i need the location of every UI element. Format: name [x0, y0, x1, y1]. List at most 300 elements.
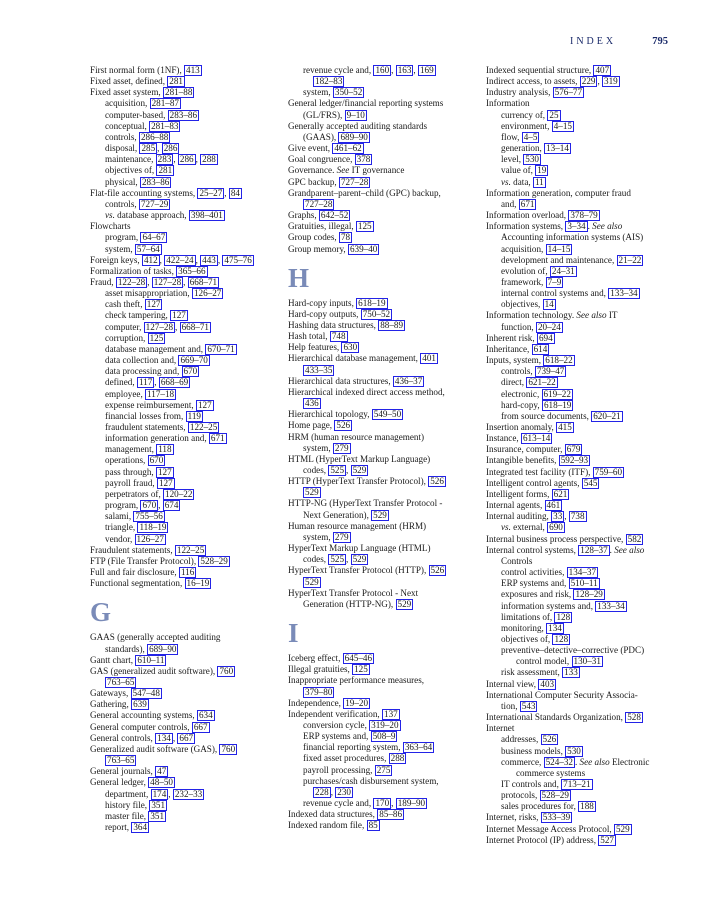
entry-text: value of, [501, 165, 536, 176]
page-link[interactable]: 533–39 [542, 812, 571, 823]
page-link[interactable]: 755–56 [135, 511, 163, 522]
index-entry [486, 467, 692, 478]
page-link[interactable]: 525 [330, 554, 345, 565]
index-column-1 [90, 65, 286, 833]
page-link[interactable]: 674 [164, 500, 179, 511]
page-link[interactable]: 582 [627, 533, 642, 544]
entry-text: Hierarchical indexed direct access method, [288, 386, 445, 397]
page-link[interactable]: 7–9 [547, 276, 562, 287]
index-subentry [486, 801, 692, 812]
page-link[interactable]: 759–60 [594, 466, 623, 477]
index-subentry [90, 444, 286, 455]
page-link[interactable]: 118–19 [139, 522, 167, 533]
page-link[interactable]: 286–88 [140, 131, 169, 142]
page-link[interactable]: 351 [151, 799, 166, 810]
page-link[interactable]: 526 [542, 734, 557, 745]
page-link[interactable]: 125 [357, 221, 372, 232]
page-link[interactable]: 645–46 [344, 653, 373, 664]
page-link[interactable]: 760 [219, 665, 234, 676]
page-link[interactable]: 689–90 [340, 131, 368, 142]
entry-text: Internal control systems, [486, 544, 579, 555]
page-link[interactable]: 461 [546, 500, 561, 511]
page-link[interactable]: 642–52 [320, 210, 349, 221]
page-link[interactable]: 639–40 [349, 243, 378, 254]
page-link[interactable]: 413 [186, 65, 200, 75]
page-link[interactable]: 126–27 [136, 533, 164, 544]
index-entry [288, 409, 484, 420]
page-link[interactable]: 528–29 [200, 555, 228, 566]
page-link[interactable]: 281–87 [151, 98, 179, 109]
page-link[interactable]: 228 [315, 786, 329, 797]
index-subentry [288, 87, 484, 98]
page-link[interactable]: 689–90 [149, 643, 177, 654]
page-link[interactable]: 4–15 [553, 120, 572, 131]
entry-text: Inappropriate performance measures, [288, 675, 425, 686]
index-entry [288, 353, 484, 364]
entry-text: hard-copy, [501, 399, 542, 410]
page-link[interactable]: 727–29 [140, 198, 169, 209]
page-link[interactable]: 763–65 [107, 676, 135, 687]
page-link[interactable]: 363–64 [404, 742, 433, 753]
entry-text: development and maintenance, [501, 254, 617, 265]
page-link[interactable]: 33 [553, 511, 563, 522]
entry-text: Flowcharts [90, 221, 131, 232]
page-link[interactable]: 524–32 [545, 756, 573, 767]
index-subentry [288, 199, 484, 210]
page-link[interactable]: 319 [604, 76, 618, 87]
page-link[interactable]: 461–62 [334, 143, 362, 154]
page-link[interactable]: 621 [553, 488, 568, 499]
entry-text: Industry analysis, [486, 87, 553, 98]
index-column-3 [486, 65, 692, 846]
page-link[interactable]: 11 [534, 176, 544, 187]
page-link[interactable]: 670 [149, 455, 164, 466]
page-link[interactable]: 88–89 [380, 319, 404, 330]
page-link[interactable]: 670 [183, 366, 198, 377]
index-subentry [486, 377, 692, 388]
page-link[interactable]: 281–88 [165, 87, 193, 98]
page-link[interactable]: 127 [172, 310, 186, 321]
page-link[interactable]: 133 [564, 667, 578, 678]
entry-text: information generation and, [105, 433, 209, 444]
page-link[interactable]: 610–11 [137, 654, 165, 665]
index-entry [90, 255, 286, 266]
page-link[interactable]: 117 [138, 377, 153, 388]
page-link[interactable]: 592–93 [560, 455, 589, 466]
page-link[interactable]: 529 [305, 487, 319, 498]
entry-text: Group memory, [288, 243, 348, 254]
page-link[interactable]: 738 [570, 511, 585, 522]
entry-text: IT governance [349, 165, 405, 176]
entry-text: external, [510, 522, 548, 533]
page-link[interactable]: 549–50 [373, 409, 402, 420]
page-link[interactable]: 182–83 [315, 76, 343, 87]
page-link[interactable]: 436–37 [394, 375, 423, 386]
page-link[interactable]: 125 [149, 332, 164, 343]
page-link[interactable]: 275 [376, 764, 391, 775]
page-link[interactable]: 667 [193, 721, 208, 732]
index-entry [90, 666, 286, 677]
entry-text: conversion cycle, [303, 719, 370, 730]
page-link[interactable]: 127–28 [145, 321, 174, 332]
index-subentry [90, 244, 286, 255]
entry-text: Grandparent–parent–child (GPC) backup, [288, 187, 441, 198]
page-link[interactable]: 422–24 [166, 254, 194, 265]
page-link[interactable]: 117–18 [147, 388, 175, 399]
index-subentry [486, 121, 692, 132]
page-link[interactable]: 525 [330, 465, 345, 475]
page-link[interactable]: 122–25 [189, 422, 218, 432]
page-link[interactable]: 530 [525, 154, 539, 165]
entry-text: Internet [486, 723, 515, 734]
page-link[interactable]: 286 [163, 143, 178, 154]
page-link[interactable]: 174 [152, 788, 167, 799]
index-subentry [486, 177, 692, 188]
page-link[interactable]: 283 [157, 154, 172, 165]
entry-text: payroll fraud, [105, 477, 157, 488]
page-link[interactable]: 668–71 [181, 321, 209, 332]
page-link[interactable]: 748 [331, 331, 346, 342]
page-link[interactable]: 630 [343, 342, 358, 353]
page-link[interactable]: 160 [375, 65, 390, 75]
entry-text: Flat-file accounting systems, [90, 187, 198, 198]
entry-text: report, [105, 822, 132, 832]
page-link[interactable]: 25 [549, 109, 559, 120]
index-entry [486, 65, 692, 76]
page-link[interactable]: 401 [422, 353, 436, 364]
index-entry [288, 221, 484, 232]
page-link[interactable]: 529 [352, 465, 367, 475]
page-link[interactable]: 350–52 [334, 87, 363, 98]
entry-text: codes, [303, 554, 329, 565]
page-link[interactable]: 120–22 [165, 488, 193, 499]
entry-text: Fraud, [90, 276, 116, 287]
entry-text: generation, [501, 143, 545, 154]
entry-text: . [574, 756, 580, 767]
entry-text: Indexed data structures, [288, 809, 378, 820]
page-link[interactable]: 134 [548, 622, 562, 633]
page-link[interactable]: 3–34 [567, 221, 586, 232]
page-link[interactable]: 398–401 [190, 210, 223, 221]
page-link[interactable]: 739–47 [536, 366, 565, 377]
index-subentry [486, 277, 692, 288]
page-link[interactable]: 25–27 [199, 187, 223, 198]
entry-text: Gathering, [90, 699, 132, 710]
page-link[interactable]: 283–86 [169, 109, 198, 120]
page-link[interactable]: 64–67 [142, 232, 166, 243]
page-link[interactable]: 133–34 [610, 288, 638, 299]
index-entry [288, 143, 484, 154]
page-link[interactable]: 727–28 [305, 198, 333, 209]
page-link[interactable]: 713–21 [563, 779, 591, 789]
index-subentry [90, 232, 286, 243]
page-link[interactable]: 667 [179, 732, 194, 743]
page-link[interactable]: 285 [141, 143, 156, 154]
page-link[interactable]: 119 [187, 410, 201, 421]
page-link[interactable]: 128–37 [580, 544, 608, 555]
entry-text: HTML (HyperText Markup Language) [288, 453, 431, 464]
page-link[interactable]: 283–86 [141, 176, 170, 187]
page-link[interactable]: 436 [305, 398, 319, 409]
page-link[interactable]: 19–20 [345, 697, 369, 708]
page-link[interactable]: 16–19 [186, 578, 210, 589]
page-link[interactable]: 122–25 [176, 544, 205, 555]
page-link[interactable]: 378–79 [570, 210, 598, 221]
entry-text: , [597, 76, 602, 87]
index-entry [486, 210, 692, 221]
page-link[interactable]: 679 [566, 444, 581, 455]
entry-text: system, [105, 243, 135, 254]
index-subentry [288, 510, 484, 521]
page-link[interactable]: 57–64 [136, 243, 160, 254]
page-link[interactable]: 125 [354, 664, 368, 675]
page-link[interactable]: 671 [520, 198, 535, 209]
page-link[interactable]: 163 [397, 65, 412, 75]
page-link[interactable]: 351 [150, 810, 165, 821]
entry-text: Information technology. [486, 310, 577, 321]
page-link[interactable]: 126–27 [193, 288, 222, 299]
entry-text: General ledger, [90, 777, 149, 788]
page-link[interactable]: 727–28 [340, 176, 369, 187]
entry-text: Accounting information systems (AIS) [501, 232, 644, 243]
page-link[interactable]: 621–22 [528, 377, 556, 388]
page-link[interactable]: 127–28 [153, 276, 182, 287]
page-link[interactable]: 127 [197, 399, 212, 410]
index-entry [288, 820, 484, 831]
index-subentry [486, 790, 692, 801]
index-entry [486, 98, 692, 109]
page-link[interactable]: 281–83 [151, 120, 179, 131]
entry-text: Hierarchical data structures, [288, 375, 393, 386]
entry-text: purchases/cash disbursement system, [303, 775, 439, 786]
page-link[interactable]: 20–24 [537, 321, 561, 332]
page-link[interactable]: 760 [221, 743, 236, 754]
page-link[interactable]: 279 [334, 531, 349, 542]
page-link[interactable]: 526 [336, 420, 351, 431]
page-link[interactable]: 229 [581, 76, 596, 87]
page-link[interactable]: 412 [143, 254, 158, 265]
page-link[interactable]: 750–52 [362, 308, 391, 319]
page-link[interactable]: 84 [230, 187, 240, 198]
page-link[interactable]: 528 [627, 712, 641, 723]
page-link[interactable]: 78 [340, 232, 351, 243]
page-link[interactable]: 286 [179, 154, 194, 165]
page-link[interactable]: 4–5 [523, 131, 538, 142]
index-subentry [486, 232, 692, 243]
page-link[interactable]: 379–80 [305, 686, 333, 697]
page-link[interactable]: 530 [567, 745, 581, 756]
page-link[interactable]: 14 [544, 299, 554, 310]
page-link[interactable]: 671 [210, 433, 225, 444]
index-entry [486, 690, 692, 701]
page-link[interactable]: 127 [157, 466, 172, 477]
index-entry [486, 188, 692, 199]
page-link[interactable]: 169 [419, 65, 434, 75]
page-link[interactable]: 613–14 [522, 433, 551, 444]
page-link[interactable]: 619–22 [543, 388, 571, 399]
page-link[interactable]: 670–71 [207, 343, 235, 354]
index-subentry [90, 366, 286, 377]
page-link[interactable]: 118 [158, 444, 172, 455]
page-link[interactable]: 281 [158, 165, 173, 176]
page-link[interactable]: 576–77 [554, 87, 583, 98]
page-link[interactable]: 614 [533, 343, 548, 354]
index-entry [486, 310, 692, 321]
page-link[interactable]: 529 [305, 576, 319, 587]
page-link[interactable]: 618–22 [545, 355, 573, 366]
entry-text: HyperText Transfer Protocol (HTTP), [288, 565, 429, 576]
page-link[interactable]: 365–66 [178, 265, 206, 276]
entry-text: Formalization of tasks, [90, 265, 177, 276]
entry-text: HyperText Transfer Protocol - Next [288, 587, 419, 598]
page-link[interactable]: 618–19 [543, 399, 572, 410]
page-link[interactable]: 690 [549, 522, 563, 533]
page-link[interactable]: 378 [356, 154, 371, 165]
entry-text: level, [501, 154, 524, 165]
page-link[interactable]: 545 [583, 477, 598, 488]
entry-text: , [346, 465, 351, 475]
page-link[interactable]: 527 [600, 834, 614, 845]
entry-text: operations, [105, 455, 148, 466]
page-link[interactable]: 85–86 [379, 809, 402, 820]
page-link[interactable]: 443 [202, 254, 216, 265]
index-subentry [288, 776, 484, 787]
page-link[interactable]: 279 [334, 442, 349, 453]
page-link[interactable]: 14–15 [547, 243, 571, 254]
page-link[interactable]: 85 [368, 820, 378, 831]
page-link[interactable]: 407 [595, 65, 610, 75]
page-link[interactable]: 694 [538, 332, 553, 343]
index-subentry [486, 701, 692, 712]
page-link[interactable]: 13–14 [546, 143, 569, 154]
page-link[interactable]: 529 [373, 509, 387, 520]
page-link[interactable]: 130–31 [573, 656, 601, 667]
page-link[interactable]: 543 [521, 700, 536, 711]
entry-text: Human resource management (HRM) [288, 520, 427, 531]
page-link[interactable]: 281 [169, 76, 183, 87]
page-link[interactable]: 137 [384, 708, 398, 719]
entry-text: check tampering, [105, 310, 171, 321]
index-entry [486, 489, 692, 500]
section-title: INDEX [570, 36, 617, 47]
page-link[interactable]: 529 [615, 823, 630, 834]
index-subentry [90, 789, 286, 800]
page-link[interactable]: 127 [146, 299, 161, 310]
page-link[interactable]: 230 [337, 786, 351, 797]
entry-text: perpetrators of, [105, 488, 164, 499]
index-subentry [486, 244, 692, 255]
page-link[interactable]: 9–10 [346, 109, 365, 120]
index-subentry [486, 567, 692, 578]
page-link[interactable]: 670 [142, 500, 157, 511]
page-link[interactable]: 547–48 [132, 688, 160, 699]
page-link[interactable]: 639 [133, 699, 147, 710]
entry-text: internal control systems and, [501, 288, 609, 299]
page-link[interactable]: 668–71 [189, 276, 218, 287]
page-link[interactable]: 128 [556, 611, 571, 622]
page-link[interactable]: 433–35 [305, 364, 333, 375]
page-link[interactable]: 134–37 [568, 567, 597, 578]
page-link[interactable]: 319–20 [371, 719, 399, 730]
index-entry [486, 534, 692, 545]
entry-text: Inherent risk, [486, 332, 537, 343]
page-link[interactable]: 133–34 [597, 600, 625, 611]
page-link[interactable]: 21–22 [618, 254, 642, 265]
entry-text: salami, [105, 511, 134, 522]
page-link[interactable]: 288 [202, 154, 216, 165]
index-entry [90, 632, 286, 643]
page-link[interactable]: 128–29 [575, 589, 603, 600]
page-link[interactable]: 48–50 [150, 777, 173, 788]
page-link[interactable]: 668–69 [160, 377, 189, 388]
page-link[interactable]: 364 [133, 822, 148, 832]
index-subentry [90, 121, 286, 132]
page-link[interactable]: 528–29 [541, 790, 569, 801]
page-link[interactable]: 529 [352, 554, 367, 565]
page-link[interactable]: 288 [390, 753, 405, 764]
page-link[interactable]: 116 [180, 567, 195, 578]
entry-text: Fixed asset system, [90, 87, 163, 98]
page-link[interactable]: 128 [554, 633, 569, 644]
index-subentry [486, 366, 692, 377]
page-link[interactable]: 526 [430, 565, 445, 576]
index-subentry [288, 76, 484, 87]
index-subentry [486, 299, 692, 310]
entry-text: system, [303, 87, 333, 98]
entry-text: objectives, [501, 299, 543, 310]
entry-text: data, [510, 176, 533, 187]
index-subentry [90, 322, 286, 333]
page-link[interactable]: 232–33 [174, 788, 203, 799]
page-link[interactable]: 529 [397, 598, 412, 609]
page-link[interactable]: 127 [158, 477, 173, 488]
page-link[interactable]: 634 [198, 710, 213, 721]
page-link[interactable]: 24–31 [551, 265, 575, 276]
index-subentry [486, 612, 692, 623]
page-link[interactable]: 510–11 [570, 578, 598, 589]
entry-text: environment, [501, 120, 552, 131]
entry-text: control model, [516, 656, 572, 667]
italic-text: vs. [501, 176, 511, 187]
entry-text: Graphs, [288, 210, 319, 221]
page-link[interactable]: 19 [537, 165, 547, 176]
page-link[interactable]: 620–21 [593, 410, 621, 421]
index-subentry [288, 465, 484, 476]
entry-text: Hard-copy outputs, [288, 308, 361, 319]
index-subentry [288, 398, 484, 409]
entry-text: General accounting systems, [90, 710, 197, 721]
page-link[interactable]: 403 [540, 678, 555, 689]
page-link[interactable]: 134 [157, 732, 171, 743]
page-link[interactable]: 763–65 [107, 755, 135, 766]
page-link[interactable]: 170 [375, 798, 390, 809]
index-entry [90, 65, 286, 76]
page-link[interactable]: 189–90 [397, 798, 426, 809]
page-link[interactable]: 618–19 [358, 297, 386, 308]
entry-text: , [159, 254, 165, 265]
page-link[interactable]: 122–28 [117, 276, 146, 287]
page-link[interactable]: 669–70 [180, 355, 208, 366]
page-link[interactable]: 526 [430, 476, 444, 487]
page-link[interactable]: 47 [157, 766, 167, 777]
entry-text: General controls, [90, 732, 156, 743]
page-link[interactable]: 415 [558, 422, 572, 432]
page-link[interactable]: 188 [580, 801, 594, 812]
entry-text: database management and, [105, 343, 206, 354]
page-link[interactable]: 475–76 [224, 254, 252, 265]
page-link[interactable]: 508–9 [372, 731, 396, 742]
italic-text: See also [592, 221, 623, 232]
